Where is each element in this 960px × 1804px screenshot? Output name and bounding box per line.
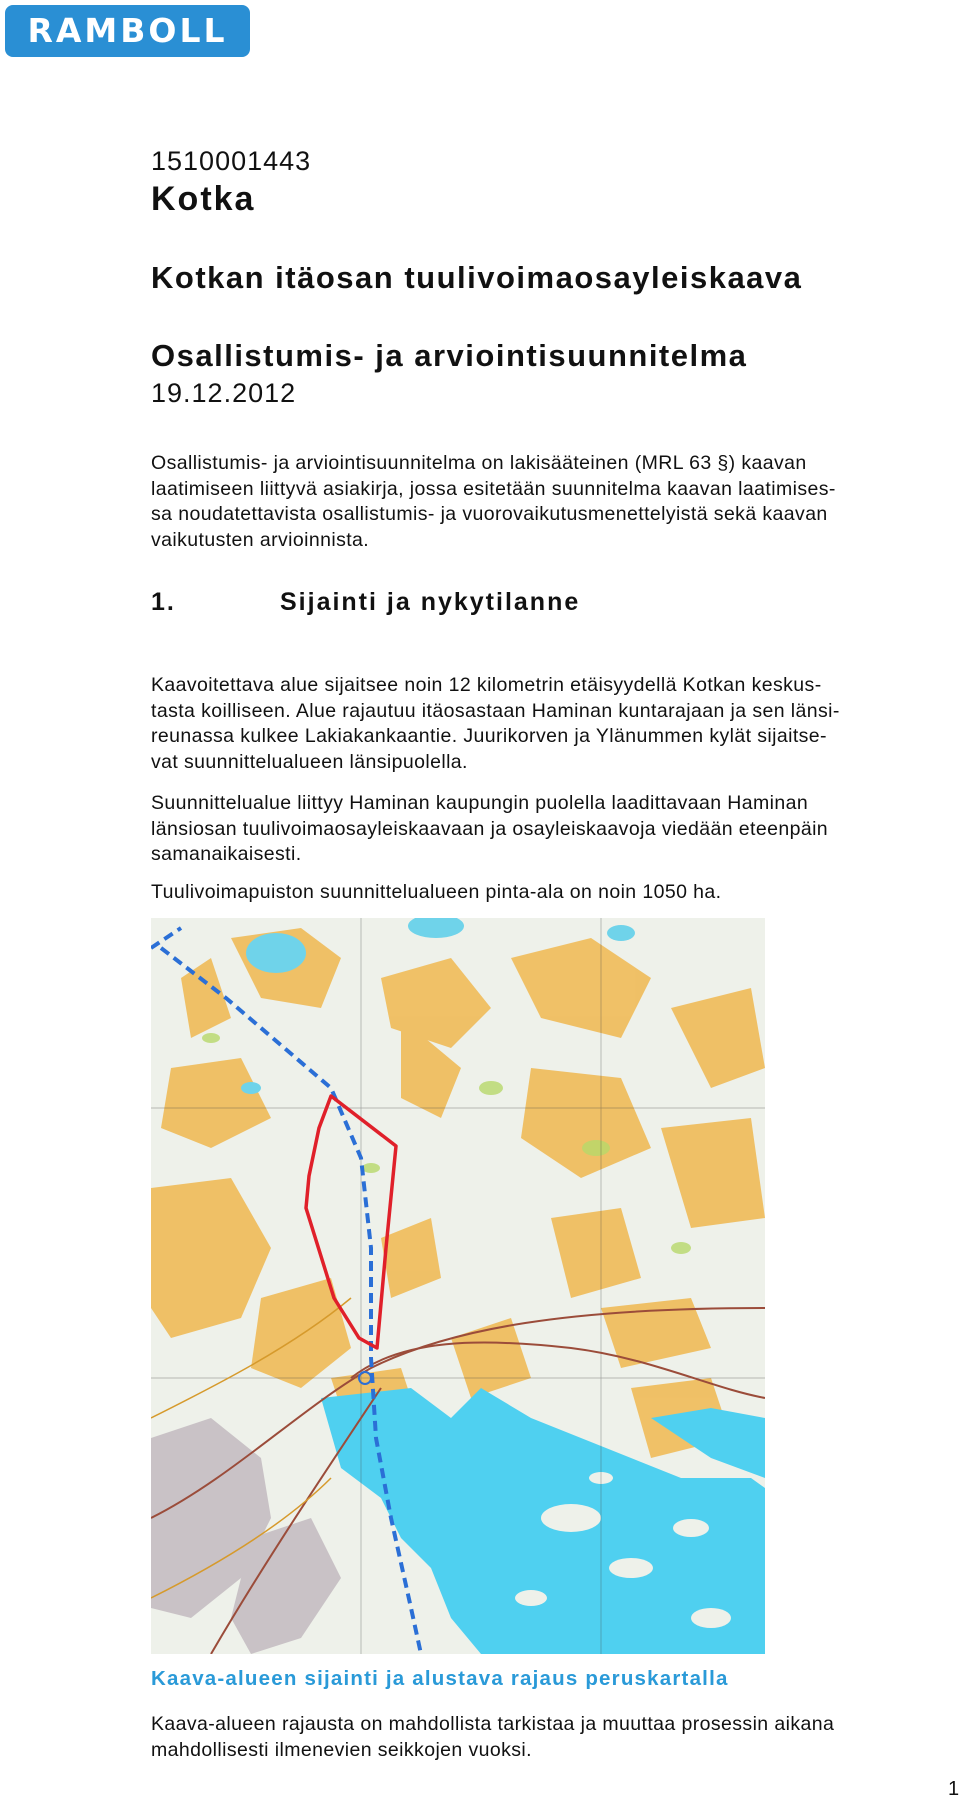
intro-paragraph [151,451,951,553]
plan-title: Kotkan itäosan tuulivoimaosayleiskaava [151,260,803,295]
page-number: 1 [948,1778,960,1800]
intro-line: laatimiseen liittyvä asiakirja, jossa esitetään suunnitelma kaavan laatimises- [151,477,836,500]
intro-line: vaikutusten arvioinnista. [151,528,370,551]
note-line: mahdollisesti ilmenevien seikkojen vuoksi. [151,1738,532,1761]
paragraph-line: samanaikaisesti. [151,843,302,865]
related-plan-paragraph [151,791,951,868]
paragraph-line: reunassa kulkee Lakiakankaantie. Juurikorven ja Ylänummen kylät sijaitse- [151,725,827,747]
document-title: Osallistumis- ja arviointisuunnitelma [151,338,748,373]
section-number: 1. [151,588,176,616]
location-paragraph [151,673,951,775]
document-date: 19.12.2012 [151,378,297,408]
paragraph-line: vat suunnittelualueen länsipuolella. [151,750,468,773]
intro-line: sa noudatettavista osallistumis- ja vuorovaikutusmenettelyistä sekä kaavan [151,503,828,525]
paragraph-line: Kaavoitettava alue sijaitsee noin 12 kilometrin etäisyydellä Kotkan keskus- [151,674,822,696]
intro-line: Osallistumis- ja arviointisuunnitelma on lakisääteinen (MRL 63 §) kaavan [151,452,807,474]
logo-text: RAMBOLL [27,11,228,50]
section-title: Sijainti ja nykytilanne [280,588,581,616]
note-line: Kaava-alueen rajausta on mahdollista tarkistaa ja muuttaa prosessin aikana [151,1713,835,1735]
figure-caption: Kaava-alueen sijainti ja alustava rajaus peruskartalla [151,1667,729,1690]
ramboll-logo [5,5,250,57]
project-number: 1510001443 [151,146,312,176]
city-name: Kotka [151,180,256,218]
paragraph-line: länsiosan tuulivoimaosayleiskaavaan ja osayleiskaavoja viedään eteenpäin [151,817,829,840]
paragraph-line: Suunnittelualue liittyy Haminan kaupungin puolella laadittavaan Haminan [151,792,809,814]
base-map [151,918,765,1654]
paragraph-line: Tuulivoimapuiston suunnittelualueen pinta-ala on noin 1050 ha. [151,881,722,903]
figure-note [151,1712,951,1763]
paragraph-line: tasta koilliseen. Alue rajautuu itäosastaan Haminan kuntarajaan ja sen länsi- [151,699,840,722]
area-paragraph [151,880,951,906]
